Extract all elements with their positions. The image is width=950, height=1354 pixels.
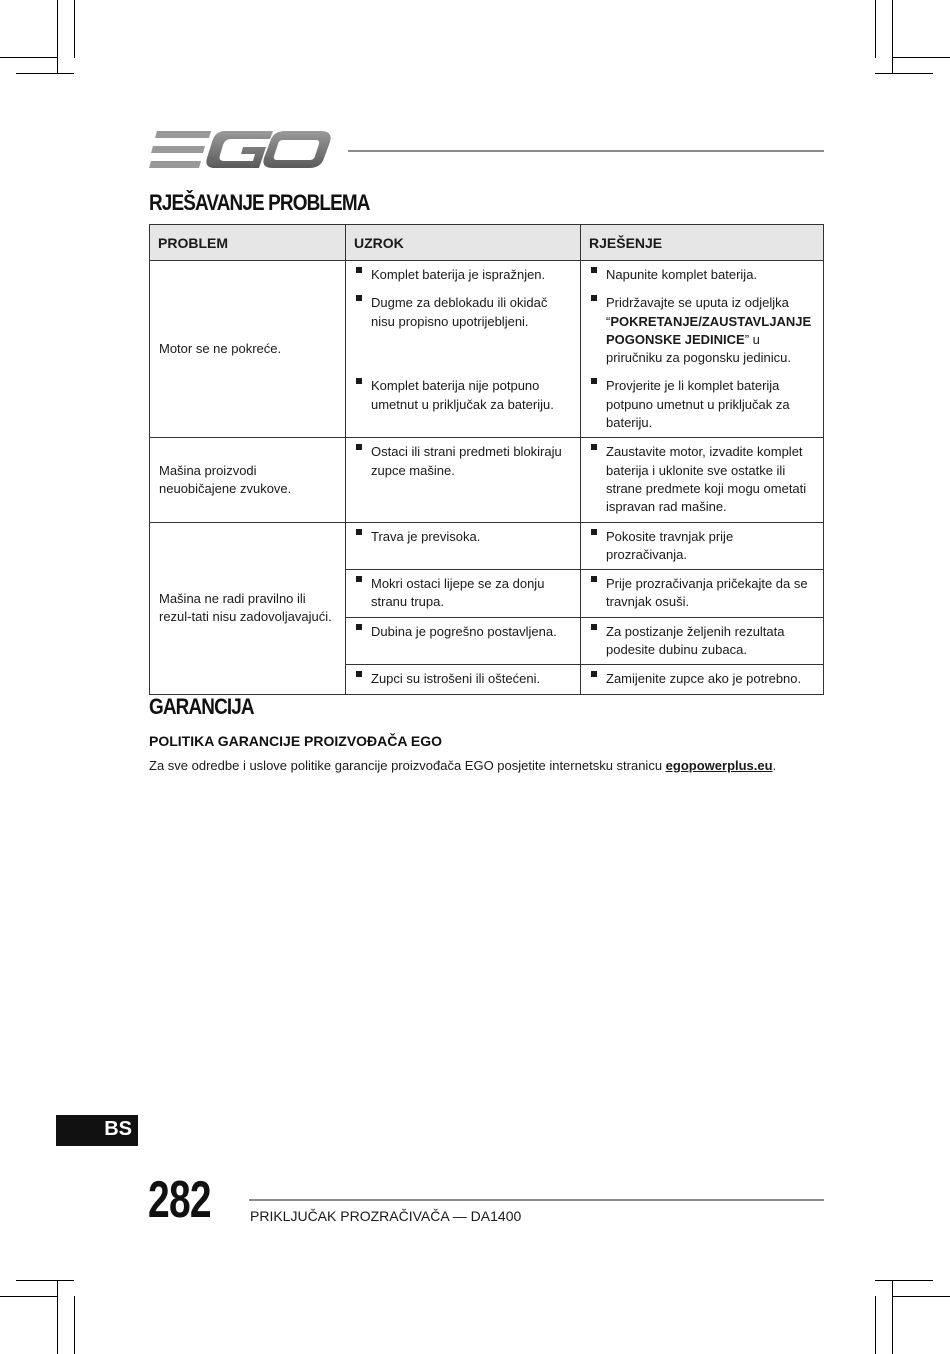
problem-cell: Motor se ne pokreće. — [150, 261, 346, 438]
solution-text-pre: Pridržavajte se uputa iz odjeljka “ — [606, 295, 789, 329]
solution-text: Zaustavite motor, izvadite komplet baterija i uklonite sve ostatke ili strane predmete koji mogu ometati ispravan rad mašine. — [581, 438, 823, 521]
solution-text: Napunite komplet baterija. — [581, 261, 823, 289]
crop-mark — [74, 1296, 75, 1354]
cause-cell — [346, 372, 581, 437]
solution-cell — [581, 372, 824, 437]
solution-cell — [581, 289, 824, 372]
cause-cell — [346, 438, 581, 522]
crop-mark — [892, 0, 893, 74]
cause-cell — [346, 570, 581, 618]
cause-text: Komplet baterija je ispražnjen. — [346, 261, 580, 289]
table-row — [150, 522, 824, 570]
crop-mark — [892, 1280, 893, 1354]
crop-mark — [875, 1296, 876, 1354]
warranty-text: Za sve odredbe i uslove politike garancije proizvođača EGO posjetite internetsku stranicu — [149, 758, 666, 773]
solution-text: Pokosite travnjak prije prozračivanja. — [581, 523, 823, 570]
cause-text: Trava je previsoka. — [346, 523, 580, 551]
cause-text: Dubina je pogrešno postavljena. — [346, 618, 580, 646]
problem-cell: Mašina ne radi pravilno ili rezul-tati nisu zadovoljavajući. — [150, 522, 346, 694]
footer-rule — [249, 1199, 824, 1201]
solution-text — [581, 289, 823, 372]
solution-text: Prije prozračivanja pričekajte da se travnjak osuši. — [581, 570, 823, 617]
header-solution: RJEŠENJE — [581, 225, 824, 261]
cause-cell — [346, 261, 581, 290]
table-row — [150, 261, 824, 290]
crop-mark — [16, 73, 74, 74]
warranty-title: GARANCIJA — [149, 694, 254, 719]
warranty-paragraph — [149, 758, 776, 773]
warranty-subtitle: POLITIKA GARANCIJE PROIZVOĐAČA EGO — [149, 733, 442, 749]
header-problem: PROBLEM — [150, 225, 346, 261]
cause-text: Komplet baterija nije potpuno umetnut u priključak za bateriju. — [346, 372, 580, 419]
solution-cell — [581, 438, 824, 522]
solution-text: Provjerite je li komplet baterija potpuno umetnut u priključak za bateriju. — [581, 372, 823, 437]
solution-cell — [581, 522, 824, 570]
header-cause: UZROK — [346, 225, 581, 261]
crop-mark — [875, 73, 933, 74]
crop-mark — [892, 57, 950, 58]
solution-text-bold: POKRETANJE/ZAUSTAVLJANJE POGONSKE JEDINICE — [606, 313, 812, 347]
cause-cell — [346, 522, 581, 570]
troubleshooting-table — [149, 224, 824, 695]
solution-text: Zamijenite zupce ako je potrebno. — [581, 665, 823, 693]
solution-cell — [581, 261, 824, 290]
product-name: PRIKLJUČAK PROZRAČIVAČA — DA1400 — [250, 1208, 522, 1224]
cause-cell — [346, 665, 581, 694]
cause-cell — [346, 617, 581, 665]
crop-mark — [892, 1296, 950, 1297]
crop-mark — [875, 0, 876, 58]
table-header-row — [150, 225, 824, 261]
cause-cell — [346, 289, 581, 372]
crop-mark — [0, 57, 58, 58]
header-rule — [348, 150, 824, 152]
cause-text: Ostaci ili strani predmeti blokiraju zupce mašine. — [346, 438, 580, 485]
crop-mark — [0, 1296, 58, 1297]
solution-cell — [581, 570, 824, 618]
language-badge: BS — [56, 1115, 138, 1146]
ego-logo — [149, 128, 331, 172]
warranty-text-end: . — [772, 758, 777, 773]
problem-cell: Mašina proizvodi neuobičajene zvukove. — [150, 438, 346, 522]
crop-mark — [74, 0, 75, 58]
solution-text-post: ” u priručniku za pogonsku jedinicu. — [606, 331, 791, 366]
solution-cell — [581, 617, 824, 665]
cause-text: Dugme za deblokadu ili okidač nisu propisno upotrijebljeni. — [346, 289, 580, 336]
cause-text: Zupci su istrošeni ili oštećeni. — [346, 665, 580, 693]
cause-text: Mokri ostaci lijepe se za donju stranu trupa. — [346, 570, 580, 617]
solution-text: Za postizanje željenih rezultata podesite dubinu zubaca. — [581, 618, 823, 665]
crop-mark — [57, 0, 58, 74]
crop-mark — [875, 1280, 933, 1281]
solution-cell — [581, 665, 824, 694]
troubleshooting-title: RJEŠAVANJE PROBLEMA — [149, 190, 370, 215]
table-row — [150, 438, 824, 522]
crop-mark — [57, 1280, 58, 1354]
crop-mark — [16, 1280, 74, 1281]
warranty-link[interactable]: egopowerplus.eu — [665, 758, 773, 773]
page-number: 282 — [148, 1171, 211, 1229]
